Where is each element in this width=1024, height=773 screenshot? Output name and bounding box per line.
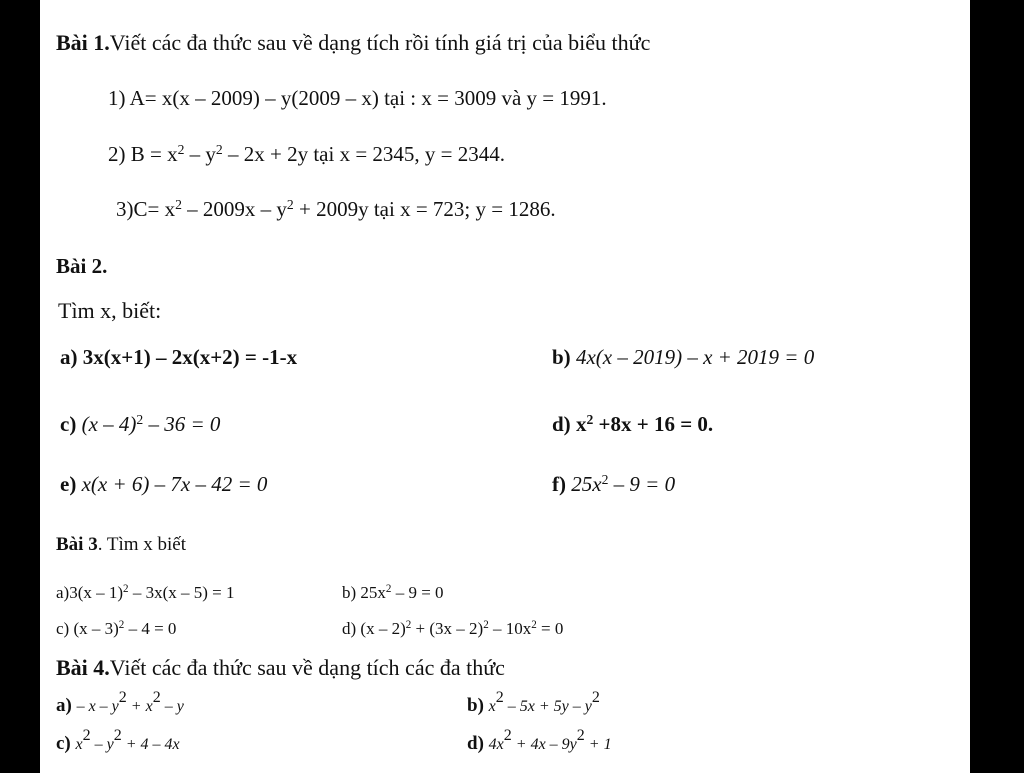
bai3-title: Bài 3 bbox=[56, 534, 98, 555]
bai1-item-2: 2) $B = x^2 - y^2 - 2x + 2y$ tại x = 2345, y = 2344. bbox=[108, 141, 506, 166]
bai3-item-b: b) $25x^2 - 9 = 0$ bbox=[342, 582, 444, 602]
bai3-instruction: . Tìm x biết bbox=[97, 534, 187, 555]
bai3-item-a: a)3(x – 1)$^2$ – 3x(x – 5) = 1 bbox=[56, 582, 235, 602]
worksheet-page bbox=[40, 0, 970, 773]
bai4-item-c: c) $x^2 - y^2 + 4 - 4x$ bbox=[56, 727, 180, 754]
bai3-item-c: c) (x – 3)$^2$ – 4 = 0 bbox=[56, 618, 177, 638]
bai4-title: Bài 4. bbox=[56, 655, 110, 680]
bai2-title: Bài 2. bbox=[56, 254, 108, 278]
bai2-item-f: f) $25x^2 - 9 = 0$ bbox=[552, 471, 676, 496]
bai2-item-b: b) 4x(x – 2019) – x + 2019 = 0 bbox=[552, 345, 815, 369]
bai1-item-3: $3)C= x^2 - 2009x - y^2 + 2009y$ tại x = 723; y = 1286. bbox=[116, 196, 556, 221]
bai2-prompt: Tìm x, biết: bbox=[58, 298, 162, 323]
bai4-item-d: d) $4x^2 + 4x - 9y^2 + 1$ bbox=[467, 727, 612, 754]
bai1-item-1: 1) A= x(x – 2009) – y(2009 – x) tại : x = 3009 và y = 1991. bbox=[108, 86, 607, 110]
bai2-item-c: c) (x – 4)$^2$ – 36 = 0 bbox=[60, 411, 221, 436]
bai4-instruction: Viết các đa thức sau về dạng tích các đa thức bbox=[109, 655, 505, 680]
bai3-heading bbox=[56, 535, 186, 554]
bai1-title: Bài 1. bbox=[56, 30, 110, 55]
bai2-item-a: a) 3x(x+1) – 2x(x+2) = -1-x bbox=[60, 345, 298, 369]
bai4-item-a: $a) - x - y^2 + x^2 - y$ bbox=[56, 689, 184, 716]
bai1-instruction: Viết các đa thức sau về dạng tích rồi tính giá trị của biểu thức bbox=[109, 30, 651, 55]
bai1-heading bbox=[56, 32, 650, 54]
bai2-item-e: e) x(x + 6) – 7x – 42 = 0 bbox=[60, 472, 268, 496]
bai2-item-d: d) $x^2 +8x + 16 = 0$. bbox=[552, 411, 714, 436]
bai3-item-d: d) $(x - 2)^2 + (3x - 2)^2 - 10x^2 = 0$ bbox=[342, 618, 564, 638]
bai4-item-b: b) $x^2 - 5x + 5y - y^2$ bbox=[467, 689, 600, 716]
bai4-heading bbox=[56, 657, 505, 679]
